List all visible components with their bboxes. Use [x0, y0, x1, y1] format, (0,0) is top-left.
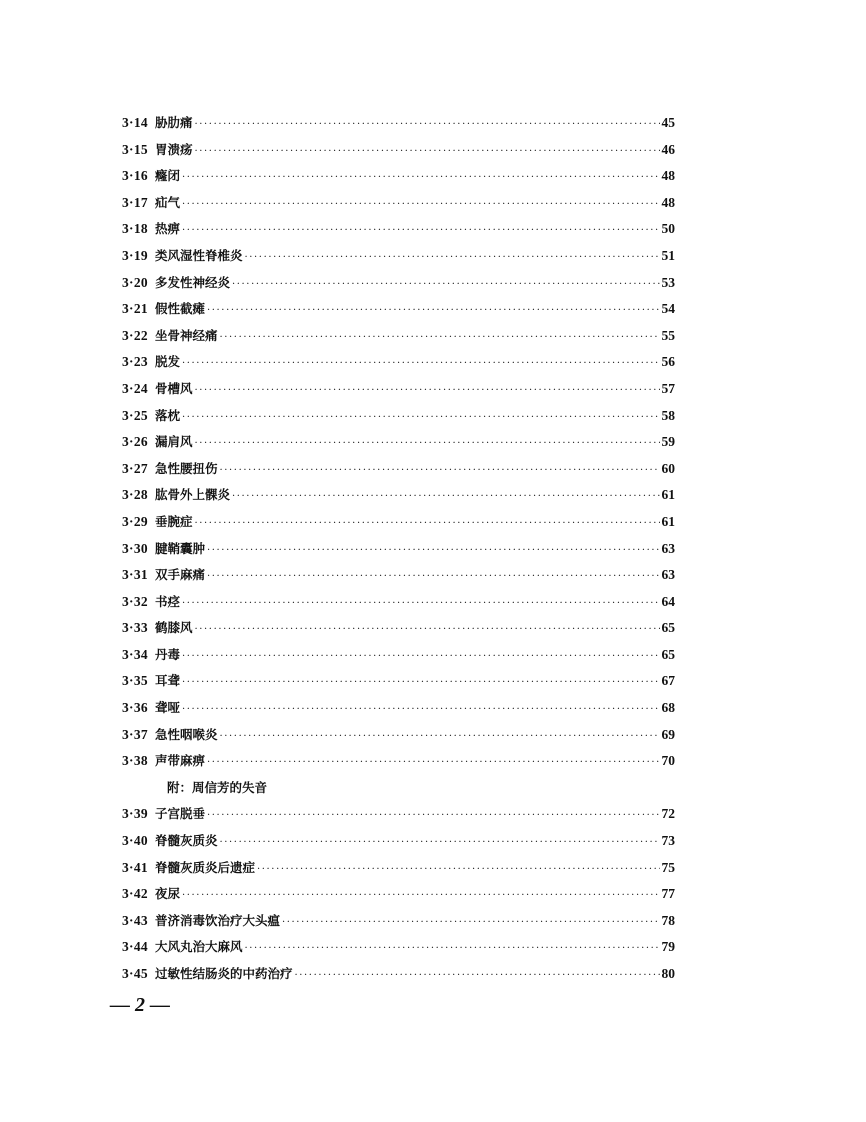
toc-entry [122, 110, 675, 137]
entry-number: 3·29 [122, 513, 148, 529]
dot-leader [182, 670, 660, 697]
entry-title: 双手麻痛 [154, 567, 205, 583]
toc-entry [122, 722, 675, 749]
entry-page: 70 [661, 753, 675, 769]
toc-entry [122, 881, 675, 908]
entry-number: 3·32 [122, 593, 148, 609]
entry-page: 79 [661, 939, 675, 955]
entry-title: 脊髓灰质炎 [154, 833, 218, 849]
toc-entry [122, 934, 675, 961]
entry-title: 夜尿 [154, 886, 180, 902]
toc-entry [122, 270, 675, 297]
page-number: — 2 — [110, 994, 170, 1016]
toc-entry [122, 376, 675, 403]
toc-entry [122, 216, 675, 243]
entry-number: 3·22 [122, 327, 148, 343]
entry-page: 78 [661, 912, 675, 928]
entry-title: 声带麻痹 [154, 753, 205, 769]
entry-title: 假性截瘫 [154, 301, 205, 317]
toc-entry [122, 562, 675, 589]
dot-leader [182, 697, 660, 724]
toc-entry [122, 190, 675, 217]
entry-title: 耳聋 [154, 673, 180, 689]
dot-leader [219, 458, 659, 485]
dot-leader [232, 484, 660, 511]
entry-number: 3·33 [122, 620, 148, 636]
entry-page: 56 [661, 354, 675, 370]
dot-leader [219, 830, 659, 857]
entry-title: 急性腰扭伤 [154, 460, 218, 476]
toc-entry [122, 137, 675, 164]
dot-leader [182, 218, 660, 245]
entry-number: 3·19 [122, 247, 148, 263]
entry-number: 3·42 [122, 886, 148, 902]
dot-leader [182, 644, 660, 671]
entry-title: 垂腕症 [154, 513, 193, 529]
toc-entry [122, 509, 675, 536]
toc-entry [122, 589, 675, 616]
entry-page: 64 [661, 593, 675, 609]
entry-page: 65 [661, 646, 675, 662]
entry-number: 3·36 [122, 700, 148, 716]
toc-entry [122, 961, 675, 988]
entry-title: 胃溃疡 [154, 141, 193, 157]
entry-number: 3·21 [122, 301, 148, 317]
dot-leader [194, 617, 659, 644]
entry-title: 肱骨外上髁炎 [154, 487, 230, 503]
entry-title: 鹤膝风 [154, 620, 193, 636]
entry-number: 3·15 [122, 141, 148, 157]
toc-entry [122, 828, 675, 855]
entry-title: 疝气 [154, 194, 180, 210]
dot-leader [194, 431, 659, 458]
toc-entry [122, 748, 675, 775]
dot-leader [182, 351, 660, 378]
toc-entry [122, 349, 675, 376]
entry-title: 坐骨神经痛 [154, 327, 218, 343]
entry-number: 3·35 [122, 673, 148, 689]
entry-page: 45 [661, 115, 675, 130]
toc-entry [122, 642, 675, 669]
entry-number: 3·45 [122, 966, 148, 981]
entry-number: 3·37 [122, 726, 148, 742]
entry-number: 3·14 [122, 115, 148, 130]
dot-leader [182, 192, 660, 219]
dot-leader [182, 165, 660, 192]
dot-leader [182, 883, 660, 910]
entry-title: 聋哑 [154, 700, 180, 716]
entry-page: 63 [661, 540, 675, 556]
dot-leader [182, 591, 660, 618]
entry-page: 80 [661, 966, 675, 981]
entry-number: 3·30 [122, 540, 148, 556]
entry-title: 急性咽喉炎 [154, 726, 218, 742]
entry-title: 腱鞘囊肿 [154, 540, 205, 556]
entry-number: 3·20 [122, 274, 148, 290]
dot-leader [244, 936, 659, 963]
entry-page: 51 [661, 247, 675, 263]
entry-number: 3·40 [122, 833, 148, 849]
entry-page: 53 [661, 274, 675, 290]
toc-entry [122, 908, 675, 935]
entry-title: 癃闭 [154, 168, 180, 184]
toc-note: 附：周信芳的失音 [167, 779, 268, 795]
entry-page: 58 [661, 407, 675, 423]
entry-page: 48 [661, 168, 675, 184]
toc-entry [122, 296, 675, 323]
entry-title: 胁肋痛 [154, 115, 193, 130]
entry-title: 热痹 [154, 221, 180, 237]
entry-page: 72 [661, 806, 675, 822]
toc-entry [122, 801, 675, 828]
entry-title: 大风丸治大麻风 [154, 939, 243, 955]
entry-page: 55 [661, 327, 675, 343]
entry-page: 59 [661, 434, 675, 450]
dot-leader [194, 112, 659, 139]
entry-number: 3·28 [122, 487, 148, 503]
dot-leader [219, 724, 659, 751]
dot-leader [257, 857, 660, 884]
entry-title: 漏肩风 [154, 434, 193, 450]
entry-page: 65 [661, 620, 675, 636]
table-of-contents [122, 110, 675, 988]
toc-entry [122, 855, 675, 882]
entry-title: 书痉 [154, 593, 180, 609]
dot-leader [182, 405, 660, 432]
toc-entry [122, 163, 675, 190]
dot-leader [294, 963, 659, 990]
toc-entry [122, 456, 675, 483]
dot-leader [207, 750, 660, 777]
entry-title: 子宫脱垂 [154, 806, 205, 822]
toc-entry [122, 536, 675, 563]
dot-leader [194, 139, 659, 166]
toc-entry [122, 429, 675, 456]
entry-page: 60 [661, 460, 675, 476]
entry-number: 3·27 [122, 460, 148, 476]
toc-entry [122, 403, 675, 430]
entry-title: 普济消毒饮治疗大头瘟 [154, 912, 280, 928]
entry-page: 54 [661, 301, 675, 317]
dot-leader [232, 272, 660, 299]
entry-number: 3·23 [122, 354, 148, 370]
entry-title: 过敏性结肠炎的中药治疗 [154, 966, 293, 981]
entry-number: 3·43 [122, 912, 148, 928]
dot-leader [207, 538, 660, 565]
entry-number: 3·41 [122, 859, 148, 875]
entry-page: 57 [661, 380, 675, 396]
dot-leader [219, 325, 659, 352]
toc-entry [122, 243, 675, 270]
entry-page: 67 [661, 673, 675, 689]
entry-title: 多发性神经炎 [154, 274, 230, 290]
entry-title: 丹毒 [154, 646, 180, 662]
entry-page: 73 [661, 833, 675, 849]
entry-page: 63 [661, 567, 675, 583]
entry-title: 落枕 [154, 407, 180, 423]
entry-number: 3·17 [122, 194, 148, 210]
entry-page: 50 [661, 221, 675, 237]
entry-number: 3·31 [122, 567, 148, 583]
toc-entry [122, 695, 675, 722]
entry-page: 68 [661, 700, 675, 716]
entry-number: 3·25 [122, 407, 148, 423]
toc-entry [122, 615, 675, 642]
entry-page: 69 [661, 726, 675, 742]
entry-title: 骨槽风 [154, 380, 193, 396]
dot-leader [194, 378, 659, 405]
entry-number: 3·34 [122, 646, 148, 662]
toc-entry [122, 323, 675, 350]
dot-leader [207, 564, 660, 591]
entry-number: 3·26 [122, 434, 148, 450]
entry-number: 3·44 [122, 939, 148, 955]
entry-number: 3·18 [122, 221, 148, 237]
dot-leader [207, 298, 660, 325]
entry-page: 46 [661, 141, 675, 157]
dot-leader [244, 245, 659, 272]
entry-page: 48 [661, 194, 675, 210]
entry-title: 类风湿性脊椎炎 [154, 247, 243, 263]
entry-page: 61 [661, 487, 675, 503]
dot-leader [282, 910, 660, 937]
entry-page: 61 [661, 513, 675, 529]
entry-title: 脊髓灰质炎后遗症 [154, 859, 255, 875]
entry-page: 75 [661, 859, 675, 875]
entry-title: 脱发 [154, 354, 180, 370]
entry-number: 3·16 [122, 168, 148, 184]
entry-number: 3·38 [122, 753, 148, 769]
dot-leader [194, 511, 659, 538]
toc-entry [122, 482, 675, 509]
dot-leader [207, 803, 660, 830]
toc-entry [122, 668, 675, 695]
entry-number: 3·24 [122, 380, 148, 396]
entry-number: 3·39 [122, 806, 148, 822]
entry-page: 77 [661, 886, 675, 902]
